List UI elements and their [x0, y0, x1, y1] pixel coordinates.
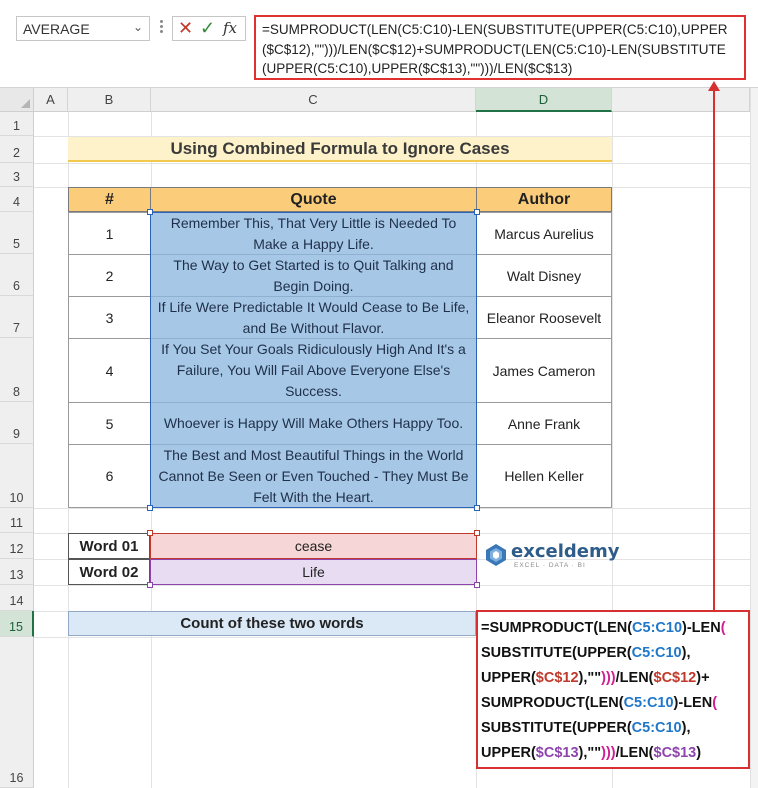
table-row-number[interactable]: 2	[68, 254, 151, 297]
function-icon[interactable]: fx	[223, 19, 238, 37]
row-header-1[interactable]: 1	[0, 112, 34, 136]
selection-handle[interactable]	[474, 209, 480, 215]
row-header-2[interactable]: 2	[0, 136, 34, 163]
name-box[interactable]	[16, 16, 150, 41]
table-row-quote[interactable]: Remember This, That Very Little is Needed To Make a Happy Life.	[150, 212, 477, 255]
formula-line-4: SUMPRODUCT(LEN(C5:C10)-LEN(	[481, 695, 718, 711]
row-header-14[interactable]: 14	[0, 585, 34, 611]
callout-arrow	[713, 84, 715, 610]
table-row-author[interactable]: Anne Frank	[476, 402, 612, 445]
table-row-author[interactable]: James Cameron	[476, 338, 612, 403]
formula-line-5: SUBSTITUTE(UPPER(C5:C10),	[481, 720, 691, 736]
row-header-9[interactable]: 9	[0, 402, 34, 444]
drag-handle-icon[interactable]	[157, 18, 165, 38]
column-header-e[interactable]	[612, 88, 750, 112]
selection-handle[interactable]	[147, 530, 153, 536]
logo-brand: exceldemy	[511, 541, 620, 562]
select-all-corner[interactable]	[0, 88, 34, 112]
formula-input[interactable]: =SUMPRODUCT(LEN(C5:C10)-LEN(SUBSTITUTE(UPPER(C5:C10),UPPER($C$12),"")))/LEN($C$12)+SUMPRODUCT(LEN(C5:C10)-LEN(SUBSTITUTE(UPPER(C5:C10),UPPER($C$13),"")))/LEN($C$13)	[254, 15, 746, 80]
selection-handle[interactable]	[147, 505, 153, 511]
word-02-value[interactable]: Life	[150, 559, 477, 585]
close-icon[interactable]: ✕	[178, 18, 194, 38]
table-row-quote[interactable]: The Way to Get Started is to Quit Talking and Begin Doing.	[150, 254, 477, 297]
table-row-number[interactable]: 6	[68, 444, 151, 508]
exceldemy-logo	[484, 541, 620, 573]
row-header-15[interactable]: 15	[0, 611, 34, 637]
row-header-13[interactable]: 13	[0, 559, 34, 585]
word-02-label: Word 02	[68, 559, 150, 585]
row-header-8[interactable]: 8	[0, 338, 34, 402]
result-formula-cell[interactable]	[476, 610, 750, 769]
table-row-author[interactable]: Eleanor Roosevelt	[476, 296, 612, 339]
row-header-7[interactable]: 7	[0, 296, 34, 338]
table-row-number[interactable]: 3	[68, 296, 151, 339]
row-header-10[interactable]: 10	[0, 444, 34, 508]
row-header-6[interactable]: 6	[0, 254, 34, 296]
table-row-quote[interactable]: If You Set Your Goals Ridiculously High And It's a Failure, You Will Fail Above Everyone Else's Success.	[150, 338, 477, 403]
formula-line-3: UPPER($C$12),"")))/LEN($C$12)+	[481, 670, 710, 686]
column-header-c[interactable]: C	[151, 88, 476, 112]
formula-line-2: SUBSTITUTE(UPPER(C5:C10),	[481, 645, 691, 661]
row-header-5[interactable]: 5	[0, 212, 34, 254]
check-icon[interactable]: ✓	[200, 18, 216, 38]
table-row-number[interactable]: 5	[68, 402, 151, 445]
formula-buttons	[172, 16, 246, 41]
column-header-b[interactable]: B	[68, 88, 151, 112]
row-header-16[interactable]: 16	[0, 637, 34, 788]
row-header-12[interactable]: 12	[0, 533, 34, 559]
word-01-value[interactable]: cease	[150, 533, 477, 559]
row-header-3[interactable]: 3	[0, 163, 34, 187]
column-header-d[interactable]: D	[476, 88, 612, 112]
table-row-author[interactable]: Marcus Aurelius	[476, 212, 612, 255]
selection-handle[interactable]	[147, 209, 153, 215]
name-box-value: AVERAGE	[23, 21, 90, 37]
header-author[interactable]: Author	[476, 187, 612, 212]
selection-handle[interactable]	[474, 530, 480, 536]
sheet-title: Using Combined Formula to Ignore Cases	[68, 137, 612, 162]
vertical-scrollbar[interactable]	[750, 88, 758, 788]
formula-line-6: UPPER($C$13),"")))/LEN($C$13)	[481, 745, 702, 761]
chevron-down-icon[interactable]: ⌄	[132, 20, 143, 34]
count-label[interactable]: Count of these two words	[68, 611, 476, 636]
table-row-quote[interactable]: The Best and Most Beautiful Things in the World Cannot Be Seen or Even Touched - They Must Be Felt With the Heart.	[150, 444, 477, 508]
table-row-author[interactable]: Hellen Keller	[476, 444, 612, 508]
logo-tagline: EXCEL · DATA · BI	[514, 562, 586, 569]
arrow-up-icon	[708, 81, 720, 91]
exceldemy-logo-icon	[484, 543, 508, 567]
row-header-11[interactable]: 11	[0, 508, 34, 533]
word-01-label: Word 01	[68, 533, 150, 559]
table-row-number[interactable]: 4	[68, 338, 151, 403]
formula-bar	[0, 0, 758, 88]
table-row-author[interactable]: Walt Disney	[476, 254, 612, 297]
row-header-4[interactable]: 4	[0, 187, 34, 212]
formula-line-1: =SUMPRODUCT(LEN(C5:C10)-LEN(	[481, 620, 726, 636]
header-quote[interactable]: Quote	[150, 187, 477, 212]
table-row-number[interactable]: 1	[68, 212, 151, 255]
selection-handle[interactable]	[147, 582, 153, 588]
selection-handle[interactable]	[474, 582, 480, 588]
column-header-a[interactable]: A	[34, 88, 68, 112]
selection-handle[interactable]	[474, 505, 480, 511]
table-row-quote[interactable]: Whoever is Happy Will Make Others Happy Too.	[150, 402, 477, 445]
table-row-quote[interactable]: If Life Were Predictable It Would Cease to Be Life, and Be Without Flavor.	[150, 296, 477, 339]
header-number[interactable]: #	[68, 187, 151, 212]
